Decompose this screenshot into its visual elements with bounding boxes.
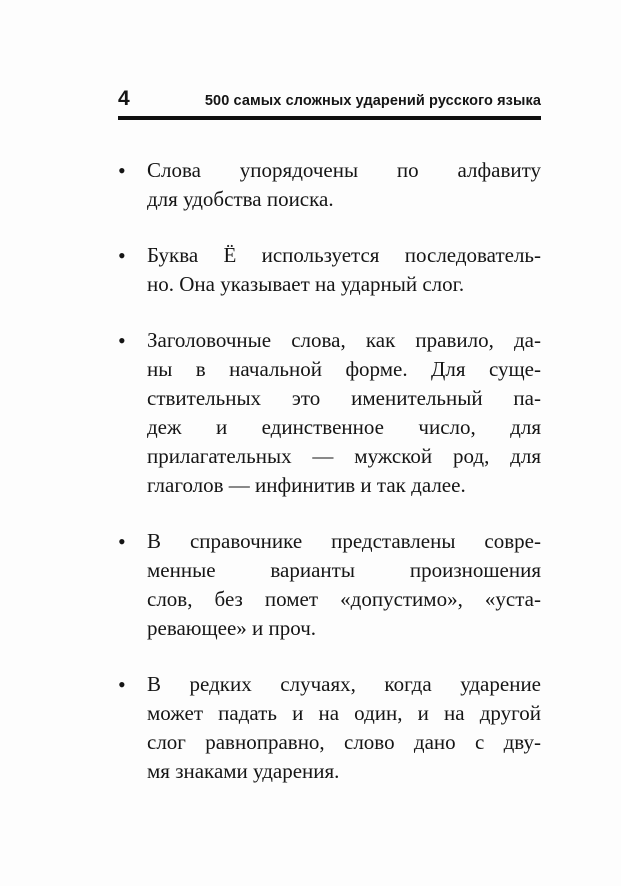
bullet-marker: • (118, 529, 126, 554)
bullet-text (147, 241, 541, 299)
page-number: 4 (118, 87, 130, 110)
bullet-marker: • (118, 243, 126, 268)
bullet-line: деж и единственное число, для (147, 415, 541, 439)
bullet-line: ны в начальной форме. Для суще- (147, 357, 541, 381)
bullet-line: прилагательных — мужской род, для (147, 444, 541, 468)
bullet-line: может падать и на один, и на другой (147, 701, 541, 725)
bullet-item (118, 156, 541, 214)
bullet-line: слов, без помет «допустимо», «уста- (147, 587, 541, 611)
bullet-text (147, 326, 541, 500)
bullet-line: глаголов — инфинитив и так далее. (147, 473, 466, 497)
bullet-line: Слова упорядочены по алфавиту (147, 158, 541, 182)
bullet-line: слог равноправно, слово дано с дву- (147, 730, 541, 754)
bullet-line: но. Она указывает на ударный слог. (147, 272, 465, 296)
bullet-list (118, 156, 541, 786)
bullet-text (147, 156, 541, 214)
bullet-marker: • (118, 158, 126, 183)
bullet-text (147, 670, 541, 786)
bullet-line: ревающее» и проч. (147, 616, 317, 640)
bullet-marker: • (118, 672, 126, 697)
bullet-line: В редких случаях, когда ударение (147, 672, 541, 696)
bullet-line: менные варианты произношения (147, 558, 541, 582)
bullet-line: Заголовочные слова, как правило, да- (147, 328, 541, 352)
page-header (118, 88, 541, 120)
bullet-line: Буква Ё используется последователь- (147, 243, 541, 267)
bullet-marker: • (118, 328, 126, 353)
bullet-item (118, 670, 541, 786)
bullet-line: для удобства поиска. (147, 187, 334, 211)
bullet-line: В справочнике представлены совре- (147, 529, 541, 553)
bullet-item (118, 241, 541, 299)
bullet-text (147, 527, 541, 643)
bullet-item (118, 326, 541, 500)
bullet-line: мя знаками ударения. (147, 759, 340, 783)
bullet-line: ствительных это именительный па- (147, 386, 541, 410)
running-head-title: 500 самых сложных ударений русского языка (204, 93, 541, 109)
bullet-item (118, 527, 541, 643)
